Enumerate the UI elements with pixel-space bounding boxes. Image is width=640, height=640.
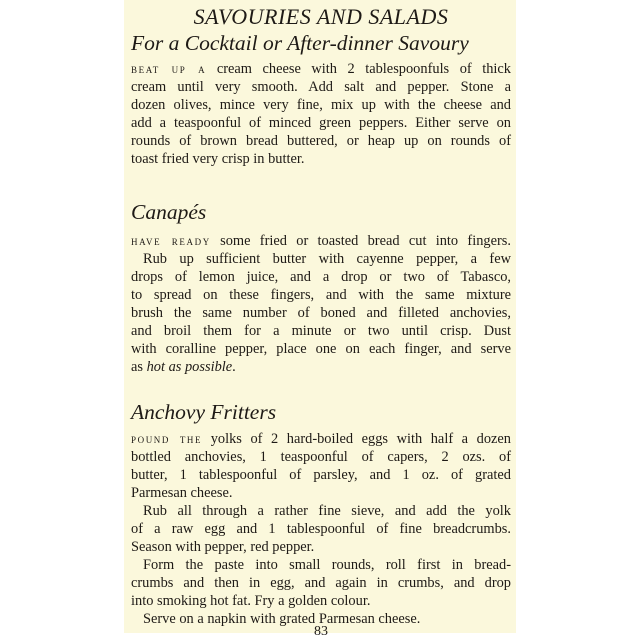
recipe-line: of a raw egg and 1 tablespoonful of fine breadcrumbs. (131, 521, 511, 537)
recipe-line: Rub all through a rather fine sieve, and add the yolk (143, 503, 511, 519)
recipe-line: and broil them for a minute or two until crisp. Dust (131, 323, 511, 339)
page-number: 83 (314, 624, 328, 639)
recipe-line: cream until very smooth. Add salt and pepper. Stone a (131, 79, 511, 95)
recipe-line: Rub up sufficient butter with cayenne pepper, a few (143, 251, 511, 267)
recipe-title: Canapés (131, 200, 207, 224)
recipe-line: Parmesan cheese. (131, 485, 233, 501)
lead-in: beat up a (131, 61, 207, 76)
recipe-line: Serve on a napkin with grated Parmesan cheese. (143, 611, 421, 627)
recipe-title: For a Cocktail or After-dinner Savoury (131, 31, 469, 55)
recipe-line: with coralline pepper, place one on each finger, and serve (131, 341, 511, 357)
recipe-line: to spread on these fingers, and with the same mixture (131, 287, 511, 303)
recipe-line: toast fried very crisp in butter. (131, 151, 305, 167)
lead-in: have ready (131, 233, 211, 248)
recipe-line: have ready some fried or toasted bread cut into fingers. (131, 233, 511, 249)
recipe-line: rounds of brown bread buttered, or heap up on rounds of (131, 133, 511, 149)
recipe-line: Season with pepper, red pepper. (131, 539, 315, 555)
recipe-line: Form the paste into small rounds, roll first in bread- (143, 557, 511, 573)
recipe-line: as hot as possible. (131, 359, 236, 375)
recipe-line: butter, 1 tablespoonful of parsley, and 1 oz. of grated (131, 467, 511, 483)
recipe-line: brush the same number of boned and filleted anchovies, (131, 305, 511, 321)
emphasis: hot as possible (146, 359, 233, 375)
recipe-line: crumbs and then in egg, and again in crumbs, and drop (131, 575, 511, 591)
recipe-line: dozen olives, mince very fine, mix up with the cheese and (131, 97, 511, 113)
recipe-title: Anchovy Fritters (131, 400, 277, 424)
chapter-title: SAVOURIES AND SALADS (193, 4, 449, 29)
recipe-line: bottled anchovies, 1 teaspoonful of capers, 2 ozs. of (131, 449, 511, 465)
recipe-line: drops of lemon juice, and a drop or two of Tabasco, (131, 269, 511, 285)
recipe-line: pound the yolks of 2 hard-boiled eggs with half a dozen (131, 431, 511, 447)
recipe-line: beat up a cream cheese with 2 tablespoonfuls of thick (131, 61, 511, 77)
lead-in: pound the (131, 431, 203, 446)
recipe-line: add a teaspoonful of minced green peppers. Either serve on (131, 115, 511, 131)
recipe-line: into smoking hot fat. Fry a golden colour. (131, 593, 371, 609)
